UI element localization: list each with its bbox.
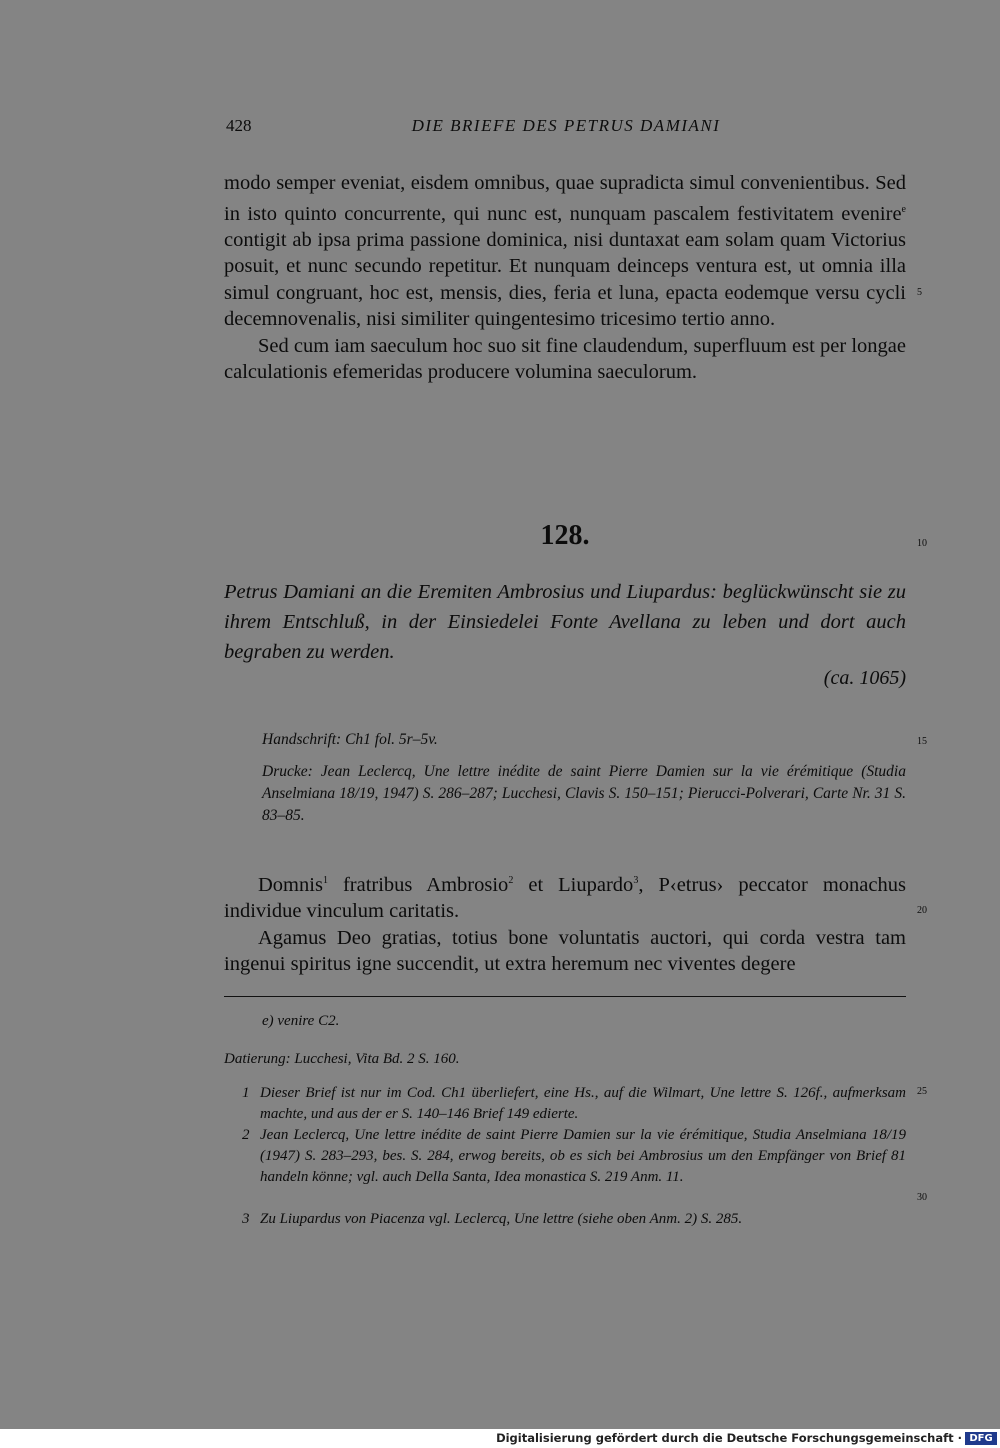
- letter-date: (ca. 1065): [823, 667, 906, 689]
- footnote: [224, 1209, 906, 1230]
- paragraph: Agamus Deo gratias, totius bone voluntatis auctori, qui corda vestra tam ingenui spiritus igne succendit, ut extra heremum nec viventes degere: [224, 926, 906, 976]
- line-number: 30: [917, 1192, 927, 1203]
- footnote-marker: 1: [322, 875, 328, 886]
- footnote-number: 3: [242, 1211, 250, 1227]
- prints-note: Drucke: Jean Leclercq, Une lettre inédite de saint Pierre Damien sur la vie érémitique (Studia Anselmiana 18/19, 1947) S. 286–287; Lucchesi, Clavis S. 150–151; Pierucci-Polverari, Carte Nr. 31 S. 83–85.: [262, 763, 906, 824]
- paragraph: modo semper eveniat, eisdem omnibus, quae supradicta simul convenientibus. Sed in isto quinto concurrente, qui nunc est, nunquam pascalem festivitatem evenire$^e$ contigit ab ipsa prima passione dominica, nisi duntaxat eam solam quam Victorius posuit, et nunc secundo repetitur. Et nunquam deinceps ventura est, ut omnia illa simul congruant, hoc est, mensis, dies, feria et luna, epacta eodemque versu cycli decemnovenalis, nisi similiter quingentesimo tricesimo tertio anno.: [224, 172, 906, 331]
- dfg-logo: DFG: [965, 1432, 997, 1445]
- footnote-marker: 2: [508, 875, 514, 886]
- footnote-number: 2: [242, 1127, 250, 1143]
- funding-banner: [0, 1429, 1000, 1448]
- line-number: 15: [917, 736, 927, 747]
- footnote-marker: e: [901, 203, 906, 215]
- previous-letter-text: [224, 170, 906, 386]
- paragraph: Sed cum iam saeculum hoc suo sit fine claudendum, superfluum est per longae calculationis efemeridas producere volumina saeculorum.: [224, 334, 906, 384]
- footnote-text: Jean Leclercq, Une lettre inédite de saint Pierre Damien sur la vie érémitique, Studia Anselmiana 18/19 (1947) S. 283–293, bes. S. 284, erwog bereits, ob es sich bei Ambrosius um den Empfänger von Brief 81 handeln könne; vgl. auch Della Santa, Idea monastica S. 219 Anm. 11.: [260, 1127, 906, 1185]
- footnote-divider: [224, 996, 906, 997]
- running-title: DIE BRIEFE DES PETRUS DAMIANI: [411, 116, 721, 135]
- letter-number: 128.: [540, 520, 590, 551]
- line-number: 20: [917, 905, 927, 916]
- manuscript-note: Handschrift: Ch1 fol. 5r–5v.: [262, 731, 438, 748]
- footnote-text: Zu Liupardus von Piacenza vgl. Leclercq, Une lettre (siehe oben Anm. 2) S. 285.: [260, 1211, 743, 1227]
- letter-summary: Petrus Damiani an die Eremiten Ambrosius und Liupardus: beglückwünscht sie zu ihrem Entschluß, in der Einsiedelei Fonte Avellana zu leben und dort auch begraben zu werden.: [224, 581, 906, 663]
- line-number: 10: [917, 538, 927, 549]
- footnote: [224, 1125, 906, 1188]
- footnote-text: Dieser Brief ist nur im Cod. Ch1 überliefert, eine Hs., auf die Wilmart, Une lettre S. 126f., aufmerksam machte, und aus der er S. 140–146 Brief 149 edierte.: [260, 1085, 906, 1122]
- funding-text: Digitalisierung gefördert durch die Deutsche Forschungsgemeinschaft ·: [496, 1431, 962, 1445]
- page-number: 428: [226, 116, 252, 135]
- line-number: 25: [917, 1086, 927, 1097]
- salutation: Domnis$^1$ fratribus Ambrosio$^2$ et Liupardo$^3$, P‹etrus› peccator monachus individue vinculum caritatis.: [224, 873, 906, 923]
- footnote-number: 1: [242, 1085, 250, 1101]
- footnote: [224, 1083, 906, 1125]
- footnote-marker: 3: [633, 875, 639, 886]
- variant-note: e) venire C2.: [262, 1013, 340, 1029]
- dating-note: Datierung: Lucchesi, Vita Bd. 2 S. 160.: [224, 1051, 460, 1067]
- letter-text: [224, 868, 906, 978]
- line-number: 5: [917, 287, 922, 298]
